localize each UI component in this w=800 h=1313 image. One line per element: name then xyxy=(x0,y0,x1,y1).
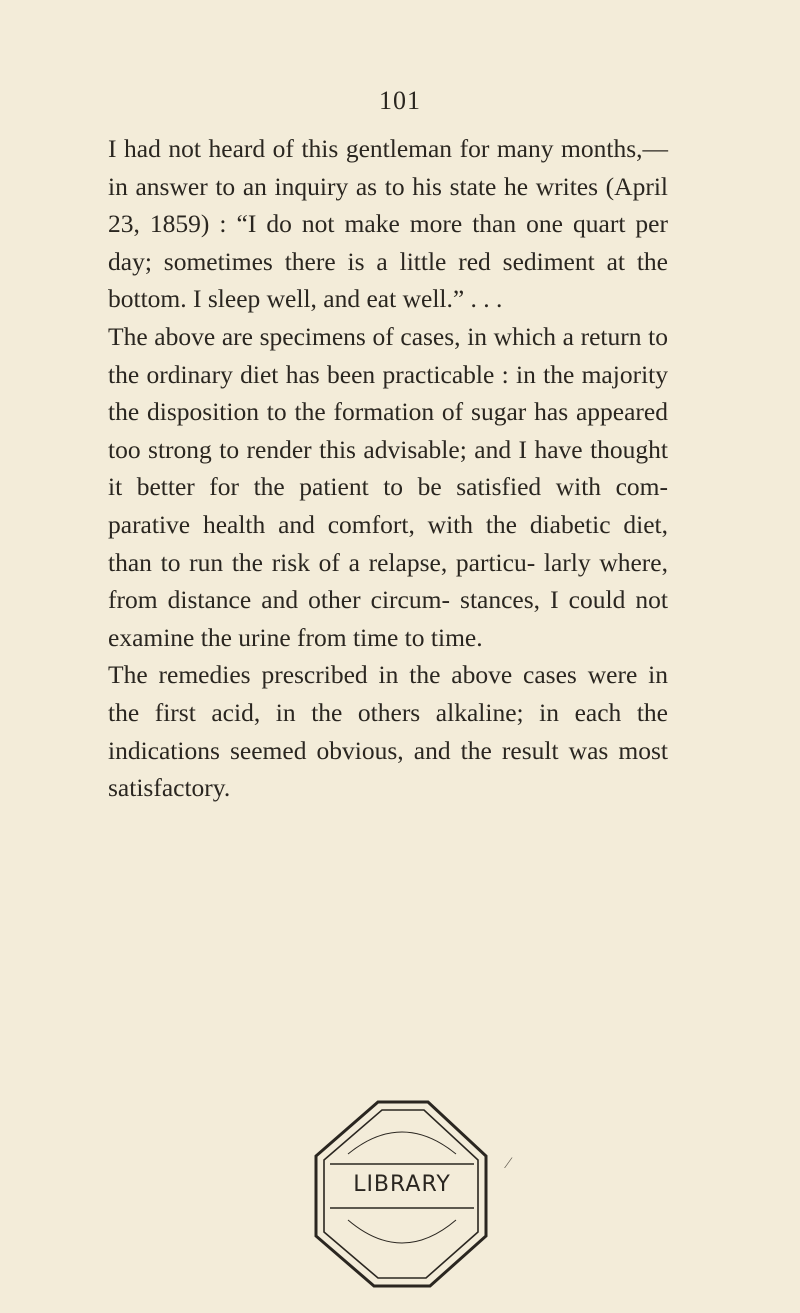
paragraph-3: The remedies prescribed in the above cases were in the first acid, in the others alkaline; in each the indications seemed obvious, and the result was most satisfactory. xyxy=(108,660,668,803)
paragraph-1: I had not heard of this gentleman for many months,—in answer to an inquiry as to his state he writes (April 23, 1859) : “I do not make more than one quart per day; sometimes there is a little red sediment at the bottom. I sleep well, and eat well.” . . . xyxy=(108,134,668,314)
paragraph-2: The above are specimens of cases, in which a return to the ordinary diet has been practicable : in the majority the disposition to the formation of sugar has appeared too strong to render this advisable; and I have thought it better for the patient to be satisfied with com- parative health and comfort, with the diabetic diet, than to run the risk of a relapse, particu- larly where, from distance and other circum- stances, I could not examine the urine from time to time. xyxy=(108,321,668,652)
page-number: 101 xyxy=(379,86,421,115)
stamp-label: LIBRARY xyxy=(353,1172,451,1197)
margin-mark: ⁄ xyxy=(507,1155,510,1172)
body-text xyxy=(108,130,668,807)
library-stamp xyxy=(308,1096,496,1292)
